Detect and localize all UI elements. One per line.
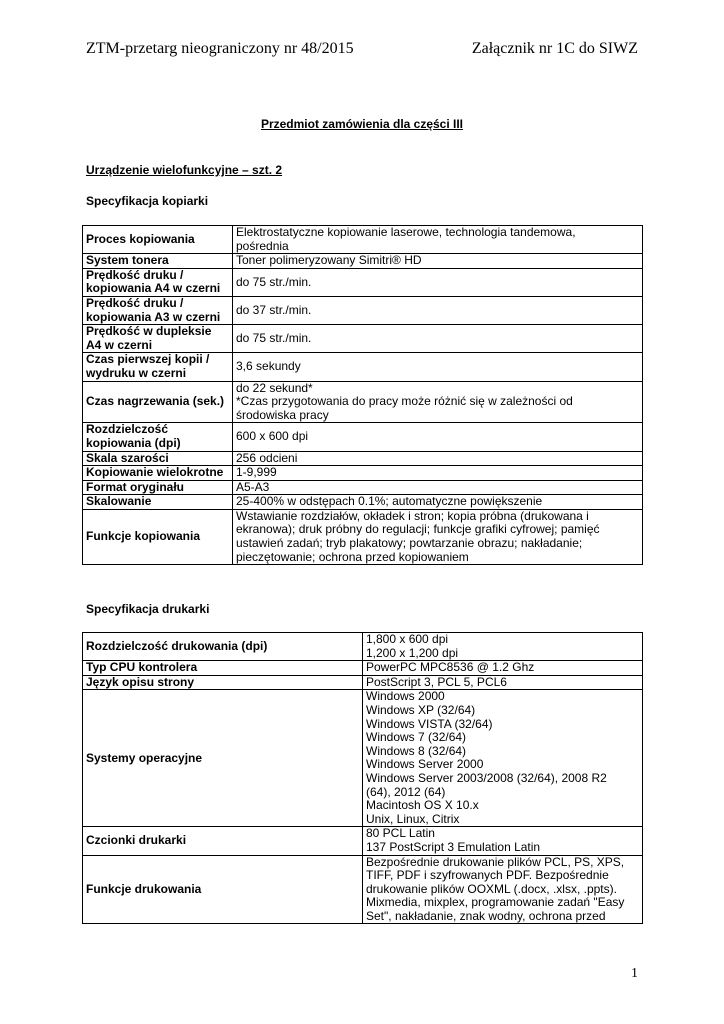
spec-value bbox=[233, 254, 643, 269]
spec-key: Rozdzielczość drukowania (dpi) bbox=[83, 633, 363, 661]
spec-value bbox=[233, 423, 643, 451]
spec-value-line: 1,800 x 600 dpi bbox=[366, 632, 449, 646]
spec-value-line: Windows Server 2003/2008 (32/64), 2008 R2 bbox=[366, 770, 607, 785]
table-row bbox=[83, 466, 643, 481]
spec-key: Rozdzielczość kopiowania (dpi) bbox=[83, 423, 233, 451]
spec-key: Czcionki drukarki bbox=[83, 827, 363, 855]
table-row bbox=[83, 855, 643, 924]
table-row bbox=[83, 268, 643, 296]
spec-value-line: Set", nakładanie, znak wodny, ochrona przed bbox=[366, 908, 606, 923]
spec-value-line: Windows XP (32/64) bbox=[366, 702, 476, 717]
spec-value-line: do 75 str./min. bbox=[236, 274, 312, 289]
spec-key: Proces kopiowania bbox=[83, 226, 233, 254]
spec-value-line: Mixmedia, mixplex, programowanie zadań "Easy bbox=[366, 895, 625, 910]
table-row bbox=[83, 296, 643, 324]
spec-value-line: Windows 8 (32/64) bbox=[366, 743, 467, 758]
spec-value-line: TIFF, PDF i szyfrowanych PDF. Bezpośrednie bbox=[366, 868, 609, 883]
spec-value-line: Bezpośrednie drukowanie plików PCL, PS, XPS, bbox=[366, 854, 625, 869]
spec-value bbox=[363, 855, 643, 924]
spec-value-line: do 75 str./min. bbox=[236, 330, 312, 345]
spec-value-line: PostScript 3, PCL 5, PCL6 bbox=[366, 674, 507, 689]
spec-value-line: Macintosh OS X 10.x bbox=[366, 798, 479, 813]
table-row bbox=[83, 495, 643, 510]
table-row bbox=[83, 451, 643, 466]
table-row bbox=[83, 480, 643, 495]
spec-key: Format oryginału bbox=[83, 480, 233, 495]
device-heading: Urządzenie wielofunkcyjne – szt. 2 bbox=[86, 163, 283, 177]
spec-value bbox=[233, 381, 643, 423]
spec-value bbox=[363, 827, 643, 855]
spec-key: Czas pierwszej kopii / wydruku w czerni bbox=[83, 353, 233, 381]
table-row bbox=[83, 827, 643, 855]
spec-value-line: Windows VISTA (32/64) bbox=[366, 716, 493, 731]
spec-value bbox=[233, 296, 643, 324]
spec-value-line: Windows 7 (32/64) bbox=[366, 730, 467, 745]
spec-value-line: środowiska pracy bbox=[236, 407, 329, 422]
spec-value bbox=[233, 353, 643, 381]
table-row bbox=[83, 509, 643, 564]
spec-key: Język opisu strony bbox=[83, 675, 363, 690]
spec-value bbox=[233, 495, 643, 510]
copier-spec-table bbox=[82, 225, 643, 565]
table-row bbox=[83, 381, 643, 423]
table-row bbox=[83, 675, 643, 690]
spec-value-line: A5-A3 bbox=[236, 479, 270, 494]
table-row bbox=[83, 633, 643, 661]
spec-key: System tonera bbox=[83, 254, 233, 269]
spec-value-line: 256 odcieni bbox=[236, 450, 298, 465]
spec-key: Typ CPU kontrolera bbox=[83, 661, 363, 676]
table-row bbox=[83, 254, 643, 269]
spec-value-line: 600 x 600 dpi bbox=[236, 429, 309, 444]
spec-key: Skala szarości bbox=[83, 451, 233, 466]
page-number: 1 bbox=[631, 966, 638, 981]
spec-key: Funkcje drukowania bbox=[83, 855, 363, 924]
table-row bbox=[83, 353, 643, 381]
spec-key: Skalowanie bbox=[83, 495, 233, 510]
spec-value-line: Windows 2000 bbox=[366, 689, 445, 704]
spec-value-line: 80 PCL Latin bbox=[366, 826, 435, 841]
spec-value bbox=[233, 226, 643, 254]
spec-value-line: *Czas przygotowania do pracy może różnić się w zależności od bbox=[236, 394, 573, 409]
spec-key: Prędkość w dupleksie A4 w czerni bbox=[83, 325, 233, 353]
spec-key: Funkcje kopiowania bbox=[83, 509, 233, 564]
table-row bbox=[83, 226, 643, 254]
spec-value bbox=[233, 509, 643, 564]
spec-value-line: drukowanie plików OOXML (.docx, .xlsx, .ppts). bbox=[366, 881, 617, 896]
spec-value-line: Windows Server 2000 bbox=[366, 757, 484, 772]
table-row bbox=[83, 661, 643, 676]
spec-value-line: 1,200 x 1,200 dpi bbox=[366, 645, 459, 660]
spec-value-line: pieczętowanie; ochrona przed kopiowaniem bbox=[236, 549, 469, 564]
spec-value-line: PowerPC MPC8536 @ 1.2 Ghz bbox=[366, 660, 535, 675]
spec-value bbox=[233, 451, 643, 466]
spec-key: Prędkość druku / kopiowania A4 w czerni bbox=[83, 268, 233, 296]
spec-key: Kopiowanie wielokrotne bbox=[83, 466, 233, 481]
table-row bbox=[83, 325, 643, 353]
spec-value bbox=[233, 268, 643, 296]
spec-value bbox=[233, 480, 643, 495]
spec-value-line: ekranowa); druk próbny do regulacji; funkcje grafiki cyfrowej; pamięć bbox=[236, 522, 600, 537]
printer-spec-table bbox=[82, 632, 643, 924]
copier-spec-heading: Specyfikacja kopiarki bbox=[86, 194, 209, 208]
spec-value-line: Unix, Linux, Citrix bbox=[366, 811, 460, 826]
spec-value-line: 1-9,999 bbox=[236, 465, 277, 480]
spec-value bbox=[363, 690, 643, 827]
spec-value bbox=[363, 661, 643, 676]
table-row bbox=[83, 423, 643, 451]
spec-value-line: do 37 str./min. bbox=[236, 302, 312, 317]
spec-value-line: Elektrostatyczne kopiowanie laserowe, technologia tandemowa, bbox=[236, 225, 576, 239]
spec-key: Systemy operacyjne bbox=[83, 690, 363, 827]
spec-value-line: pośrednia bbox=[236, 238, 289, 253]
spec-value-line: 25-400% w odstępach 0.1%; automatyczne powiększenie bbox=[236, 494, 543, 509]
spec-value-line: ustawień zadań; tryb plakatowy; powtarzanie obrazu; nakładanie; bbox=[236, 536, 583, 551]
spec-key: Prędkość druku / kopiowania A3 w czerni bbox=[83, 296, 233, 324]
spec-value bbox=[363, 675, 643, 690]
spec-key: Czas nagrzewania (sek.) bbox=[83, 381, 233, 423]
table-row bbox=[83, 690, 643, 827]
spec-value-line: Toner polimeryzowany Simitri® HD bbox=[236, 253, 422, 268]
spec-value-line: (64), 2012 (64) bbox=[366, 784, 446, 799]
spec-value bbox=[233, 466, 643, 481]
document-title: Przedmiot zamówienia dla części III bbox=[260, 117, 464, 131]
spec-value-line: 3,6 sekundy bbox=[236, 359, 301, 374]
spec-value-line: do 22 sekund* bbox=[236, 380, 313, 395]
header-left: ZTM-przetarg nieograniczony nr 48/2015 bbox=[86, 40, 354, 57]
spec-value bbox=[233, 325, 643, 353]
spec-value-line: 137 PostScript 3 Emulation Latin bbox=[366, 839, 541, 854]
printer-spec-heading: Specyfikacja drukarki bbox=[86, 602, 210, 616]
spec-value-line: Wstawianie rozdziałów, okładek i stron; kopia próbna (drukowana i bbox=[236, 508, 589, 523]
spec-value bbox=[363, 633, 643, 661]
header-right: Załącznik nr 1C do SIWZ bbox=[471, 40, 638, 57]
